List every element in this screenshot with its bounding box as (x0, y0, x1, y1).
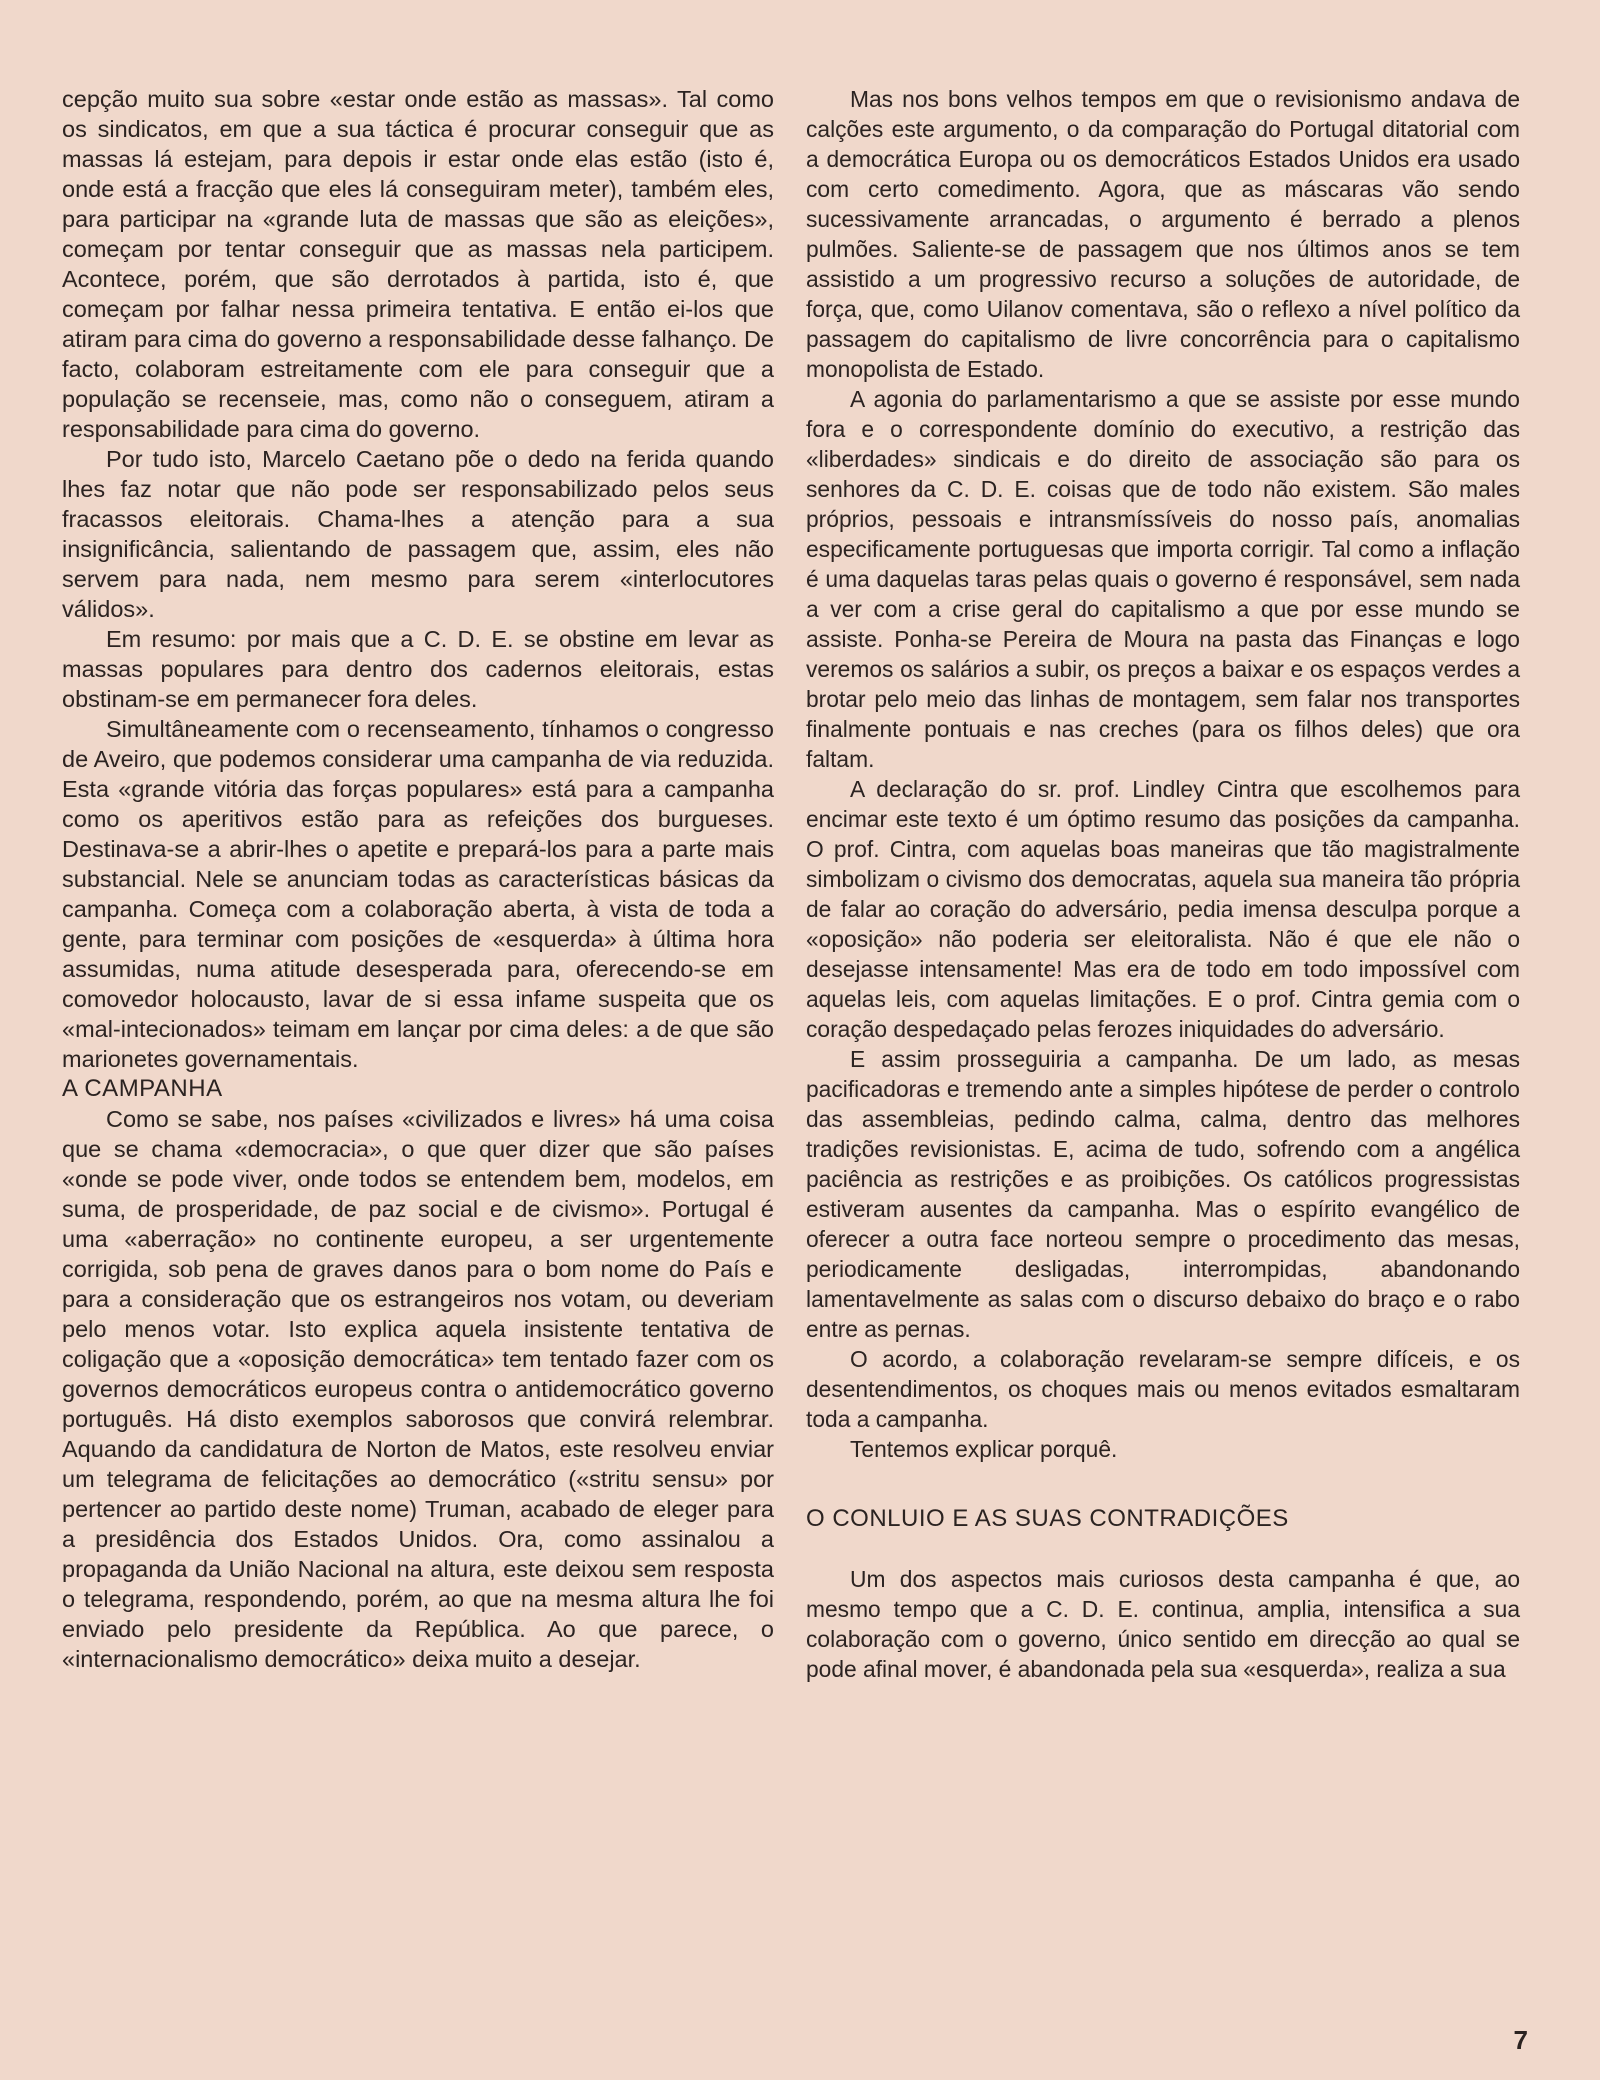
page-number: 7 (1513, 2025, 1528, 2055)
right-column (806, 84, 1520, 1684)
paragraph: Como se sabe, nos países «civilizados e livres» há uma coisa que se chama «democracia», o que quer dizer que são países «onde se pode viver, onde todos se entendem bem, modelos, em suma, de prosperidade, de paz social e de civismo». Portugal é uma «aberração» no continente europeu, a ser urgentemente corrigida, sob pena de graves danos para o bom nome do País e para a consideração que os estrangeiros nos votam, ou deveriam pelo menos votar. Isto explica aquela insistente tentativa de coligação que a «oposição democrática» tem tentado fazer com os governos democráticos europeus contra o antidemocrático governo português. Há disto exemplos saborosos que convirá relembrar. Aquando da candidatura de Norton de Matos, este resolveu enviar um telegrama de felicitações ao democrático («stritu sensu» por pertencer ao partido deste nome) Truman, acabado de eleger para a presidência dos Estados Unidos. Ora, como assinalou a propaganda da União Nacional na altura, este deixou sem resposta o telegrama, respondendo, porém, ao que na mesma altura lhe foi enviado pelo presidente da República. Ao que parece, o «internacionalismo democrático» deixa muito a desejar. (62, 1106, 774, 1672)
paragraph: Mas nos bons velhos tempos em que o revisionismo andava de calções este argumento, o da comparação do Portugal ditatorial com a democrática Europa ou os democráticos Estados Unidos era usado com certo comedimento. Agora, que as máscaras vão sendo sucessivamente arrancadas, o argumento é berrado a plenos pulmões. Saliente-se de passagem que nos últimos anos se tem assistido a um progressivo recurso a soluções de autoridade, de força, que, como Uilanov comentava, são o reflexo a nível político da passagem do capitalismo de livre concorrência para o capitalismo monopolista de Estado. (806, 86, 1520, 382)
section-heading: A CAMPANHA (62, 1075, 223, 1102)
paragraph: A agonia do parlamentarismo a que se assiste por esse mundo fora e o correspondente domínio do executivo, a restrição das «liberdades» sindicais e do direito de associação são para os senhores da C. D. E. coisas que de todo não existem. São males próprios, pessoais e intransmíssíveis do nosso país, anomalias especificamente portuguesas que importa corrigir. Tal como a inflação é uma daquelas taras pelas quais o governo é responsável, sem nada a ver com a crise geral do capitalismo a que por esse mundo se assiste. Ponha-se Pereira de Moura na pasta das Finanças e logo veremos os salários a subir, os preços a baixar e os espaços verdes a brotar pelo meio das linhas de montagem, sem falar nos transportes finalmente pontuais e nas creches (para os filhos deles) que ora faltam. (806, 386, 1520, 772)
paragraph: Tentemos explicar porquê. (850, 1436, 1118, 1462)
paragraph: A declaração do sr. prof. Lindley Cintra que escolhemos para encimar este texto é um óptimo resumo das posições da campanha. O prof. Cintra, com aquelas boas maneiras que tão magistralmente simbolizam o civismo dos democratas, aquela sua maneira tão própria de falar ao coração do adversário, pedia imensa desculpa porque a «oposição» não poderia ser eleitoralista. Não é que ele não o desejasse intensamente! Mas era de todo em todo impossível com aquelas leis, com aquelas limitações. E o prof. Cintra gemia com o coração despedaçado pelas ferozes iniquidades do adversário. (806, 776, 1520, 1042)
section-heading: O CONLUIO E AS SUAS CONTRADIÇÕES (806, 1505, 1289, 1532)
paragraph: cepção muito sua sobre «estar onde estão as massas». Tal como os sindicatos, em que a sua táctica é procurar conseguir que as massas lá estejam, para depois ir estar onde elas estão (isto é, onde está a fracção que eles lá conseguiram meter), também eles, para participar na «grande luta de massas que são as eleições», começam por tentar conseguir que as massas nela participem. Acontece, porém, que são derrotados à partida, isto é, que começam por falhar nessa primeira tentativa. E então ei-los que atiram para cima do governo a responsabilidade desse falhanço. De facto, colaboram estreitamente com ele para conseguir que a população se recenseie, mas, como não o conseguem, atiram a responsabilidade para cima do governo. (62, 86, 774, 442)
paragraph: Por tudo isto, Marcelo Caetano põe o dedo na ferida quando lhes faz notar que não pode ser responsabilizado pelos seus fracassos eleitorais. Chama-lhes a atenção para a sua insignificância, salientando de passagem que, assim, eles não servem para nada, nem mesmo para serem «interlocutores válidos». (62, 446, 774, 622)
paragraph: Um dos aspectos mais curiosos desta campanha é que, ao mesmo tempo que a C. D. E. continua, amplia, intensifica a sua colaboração com o governo, único sentido em direcção ao qual se pode afinal mover, é abandonada pela sua «esquerda», realiza a sua (806, 1566, 1520, 1682)
left-column (62, 84, 774, 1674)
paragraph: E assim prosseguiria a campanha. De um lado, as mesas pacificadoras e tremendo ante a simples hipótese de perder o controlo das assembleias, pedindo calma, calma, dentro das melhores tradições revisionistas. E, acima de tudo, sofrendo com a angélica paciência as restrições e as proibições. Os católicos progressistas estiveram ausentes da campanha. Mas o espírito evangélico de oferecer a outra face norteou sempre o procedimento das mesas, periodicamente desligadas, interrompidas, abandonando lamentavelmente as salas com o discurso debaixo do braço e o rabo entre as pernas. (806, 1046, 1520, 1342)
paragraph: Simultâneamente com o recenseamento, tínhamos o congresso de Aveiro, que podemos considerar uma campanha de via reduzida. Esta «grande vitória das forças populares» está para a campanha como os aperitivos estão para as refeições dos burgueses. Destinava-se a abrir-lhes o apetite e prepará-los para a parte mais substancial. Nele se anunciam todas as características básicas da campanha. Começa com a colaboração aberta, à vista de toda a gente, para terminar com posições de «esquerda» à última hora assumidas, numa atitude desesperada para, oferecendo-se em comovedor holocausto, lavar de si essa infame suspeita que os «mal-intecionados» teimam em lançar por cima deles: a de que são marionetes governamentais. (62, 716, 774, 1072)
paragraph: Em resumo: por mais que a C. D. E. se obstine em levar as massas populares para dentro dos cadernos eleitorais, estas obstinam-se em permanecer fora deles. (62, 626, 774, 712)
paragraph: O acordo, a colaboração revelaram-se sempre difíceis, e os desentendimentos, os choques mais ou menos evitados esmaltaram toda a campanha. (806, 1346, 1520, 1432)
